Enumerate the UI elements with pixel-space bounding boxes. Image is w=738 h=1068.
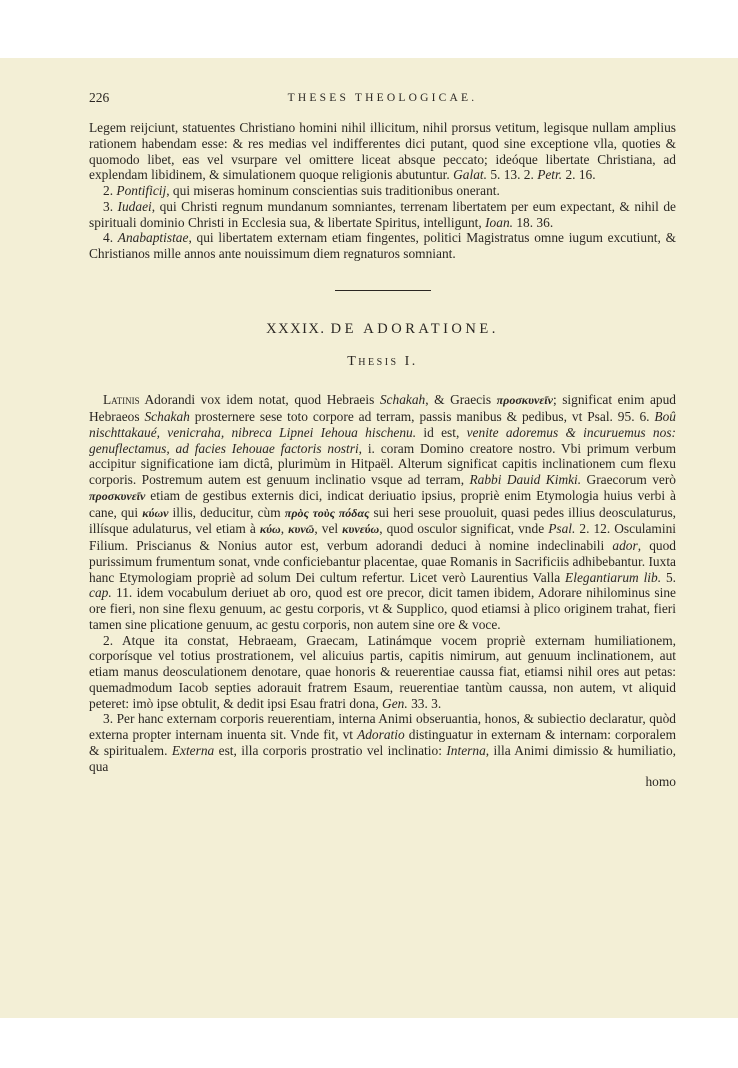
thesis-1-paragraph: Latinis Adorandi vox idem notat, quod Hebraeis Schakah, & Graecis προσκυνεῖν; significat enim apud Hebraeos Schakah prosternere sese toto corpore ad terram, passis manibus & pedibus, vt Psal. 95. 6. Boû nischttakaué, venicraha, nibreca Lipnei Iehoua hischenu. id est, venite adoremus & incuruemus nos: genuflectamus, ad facies Iehouae factoris nostri, i. coram Domino creatore nostro. Vbi primum verbum accipitur significatione iam dictâ, plurimùm in Hitpaël. Alterum significat capitis inclinationem cum flexu corporis. Postremum autem est genuum inclinatio vsque ad terram, Rabbi Dauid Kimki. Graecorum verò προσκυνεῖν etiam de gestibus externis dici, indicat deriuatio ipsius, propriè enim Etymologia huius verbi à cane, qui κύων illis, deducitur, cùm πρὸς τοὺς πόδας sui heri sese prouoluit, quasi pedes illius deosculaturus, illísque adulaturus, vel etiam à κύω, κυνῶ, vel κυνεύω, quod osculor significat, vnde Psal. 2. 12. Osculamini Filium. Priscianus & Nonius autor est, verbum adorandi deduci à nomine indeclinabili ador, quod purissimum frumentum sonat, vnde conficiebantur placentae, quae Romanis in Sacrificiis adhibebantur. Iuxta hanc Etymologiam propriè ad solum Dei cultum refertur. Licet verò Laurentius Valla Elegantiarum lib. 5. cap. 11. idem vocabulum deriuet ab oro, quod est ore precor, dicit tamen ibidem, Adorare nihilominus sine ore fieri, non sine flexu genuum, ac gestu corporis, vt & Supplico, quod etiamsi à plico originem trahat, fieri tamen sine plicatione genuum, ac gestu corporis, non autem sine ore & voce. [89,392,677,632]
running-title: THESES THEOLOGICAE. [287,92,478,104]
error-item-4: 4. Anabaptistae, qui libertatem externam etiam fingentes, politici Magistratus omne iugum excutiunt, & Christianos mille annos ante nouissimum diem regnaturos somniant. [89,230,676,261]
page-body [89,120,676,790]
thesis-label: Thesis I. [347,353,418,369]
chapter-number: XXXIX. [266,320,326,337]
catchword: homo [645,774,676,790]
chapter-heading [89,322,676,338]
errors-paragraph-1: Legem reijciunt, statuentes Christiano homini nihil illicitum, nihil prorsus vetitum, legisque nullam amplius rationem habendam esse: & res medias vel indifferentes dici putant, quod sine exceptione vlla, quoties & quomodo libet, eas vel vsurpare vel omittere liceat absque peccato; ideóque libertate Christiana, ad explendam libidinem, & simulationem quoque religionis abutuntur. Galat. 5. 13. 2. Petr. 2. 16. [89,120,676,183]
page-number: 226 [89,90,110,105]
thesis-2-paragraph: 2. Atque ita constat, Hebraeam, Graecam, Latinámque vocem propriè externam humiliationem, corporísque vel totius prostrationem, vel alicuius partis, capitis nimirum, aut genuum inclinationem, aut etiam manus deosculationem denotare, quae honoris & reuerentiae caussa fiat, etiamsi nihil ores aut petas: quemadmodum Iacob septies adorauit fratrem Esaum, reuerentiae tantùm caussa, non autem, vt aliquid peteret: imò ipse obtulit, & dedit ipsi Esau fratri dona, Gen. 33. 3. [89,632,677,711]
thesis-3-paragraph: 3. Per hanc externam corporis reuerentiam, interna Animi obseruantia, honos, & subiectio declaratur, quòd externa propter internam inuenta sit. Vnde fit, vt Adoratio distinguatur in externam & internam: corporalem & spiritualem. Externa est, illa corporis prostratio vel inclinatio: Interna, illa Animi dimissio & humiliatio, qua [89,711,677,774]
chapter-title: DE ADORATIONE. [330,320,499,337]
section-divider [335,290,431,291]
error-item-3: 3. Iudaei, qui Christi regnum mundanum somniantes, terrenam libertatem per eum expectant, & nihil de spirituali dominio Christi in Ecclesia sua, & libertate Spiritus, intelligunt, Ioan. 18. 36. [89,198,676,230]
error-item-2: 2. Pontificij, qui miseras hominum conscientias suis traditionibus onerant. [103,183,500,198]
